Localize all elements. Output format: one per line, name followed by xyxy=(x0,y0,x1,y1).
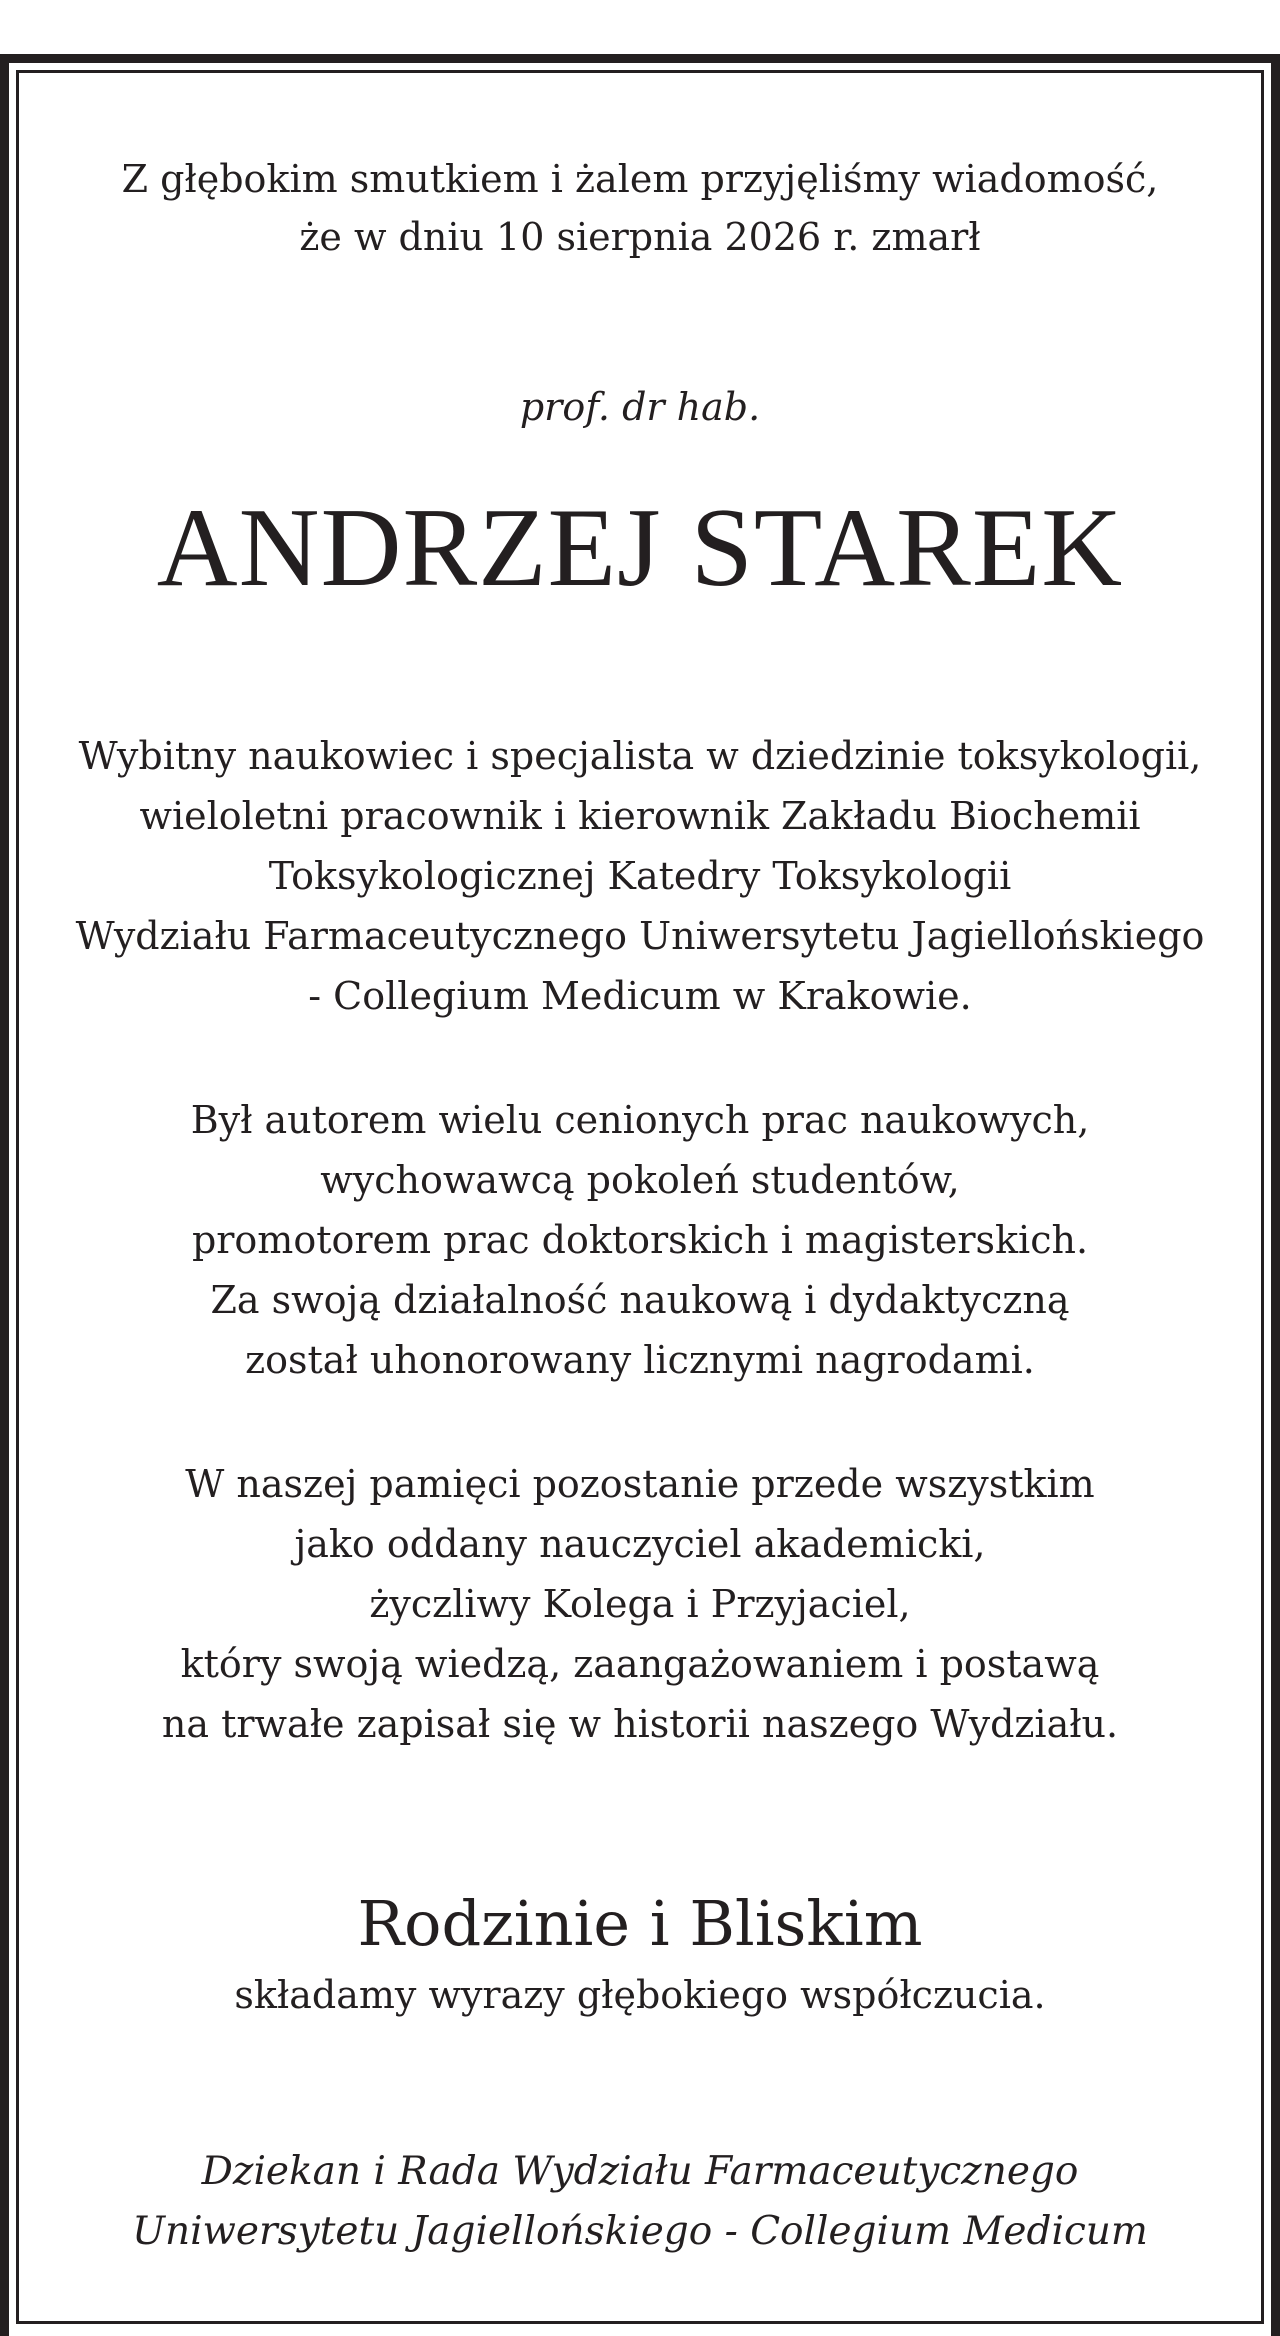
deceased-name: ANDRZEJ STAREK xyxy=(156,486,1124,610)
condolence-heading: Rodzinie i Bliskim xyxy=(357,1887,923,1960)
intro-text xyxy=(0,150,1280,266)
paragraph-line: jako oddany nauczyciel akademicki, xyxy=(294,1522,986,1566)
intro-line: że w dniu 10 sierpnia 2026 r. zmarł xyxy=(299,215,981,259)
academic-title: prof. dr hab. xyxy=(519,385,761,429)
memory-paragraph xyxy=(0,1454,1280,1754)
paragraph-line: życzliwy Kolega i Przyjaciel, xyxy=(369,1582,911,1626)
paragraph-line: Wydziału Farmaceutycznego Uniwersytetu Jagiellońskiego xyxy=(75,914,1205,958)
paragraph-line: który swoją wiedzą, zaangażowaniem i postawą xyxy=(180,1642,1100,1686)
paragraph-line: Toksykologicznej Katedry Toksykologii xyxy=(268,854,1012,898)
signature-line: Dziekan i Rada Wydziału Farmaceutycznego xyxy=(201,2149,1079,2194)
achievements-paragraph xyxy=(0,1090,1280,1390)
paragraph-line: na trwałe zapisał się w historii naszego Wydziału. xyxy=(161,1702,1119,1746)
signature xyxy=(0,2142,1280,2262)
paragraph-line: Był autorem wielu cenionych prac naukowych, xyxy=(190,1098,1090,1142)
intro-line: Z głębokim smutkiem i żalem przyjęliśmy wiadomość, xyxy=(121,157,1159,201)
paragraph-line: wieloletni pracownik i kierownik Zakładu Biochemii xyxy=(139,794,1141,838)
paragraph-line: Za swoją działalność naukową i dydaktyczną xyxy=(210,1278,1070,1322)
paragraph-line: wychowawcą pokoleń studentów, xyxy=(320,1158,960,1202)
paragraph-line: W naszej pamięci pozostanie przede wszystkim xyxy=(185,1462,1095,1506)
paragraph-line: został uhonorowany licznymi nagrodami. xyxy=(245,1338,1035,1382)
paragraph-line: Wybitny naukowiec i specjalista w dziedzinie toksykologii, xyxy=(78,734,1202,778)
condolence-text: składamy wyrazy głębokiego współczucia. xyxy=(234,1973,1046,2017)
paragraph-line: promotorem prac doktorskich i magisterskich. xyxy=(191,1218,1089,1262)
biography-paragraph xyxy=(0,726,1280,1026)
signature-line: Uniwersytetu Jagiellońskiego - Collegium Medicum xyxy=(132,2209,1148,2254)
paragraph-line: - Collegium Medicum w Krakowie. xyxy=(308,974,972,1018)
